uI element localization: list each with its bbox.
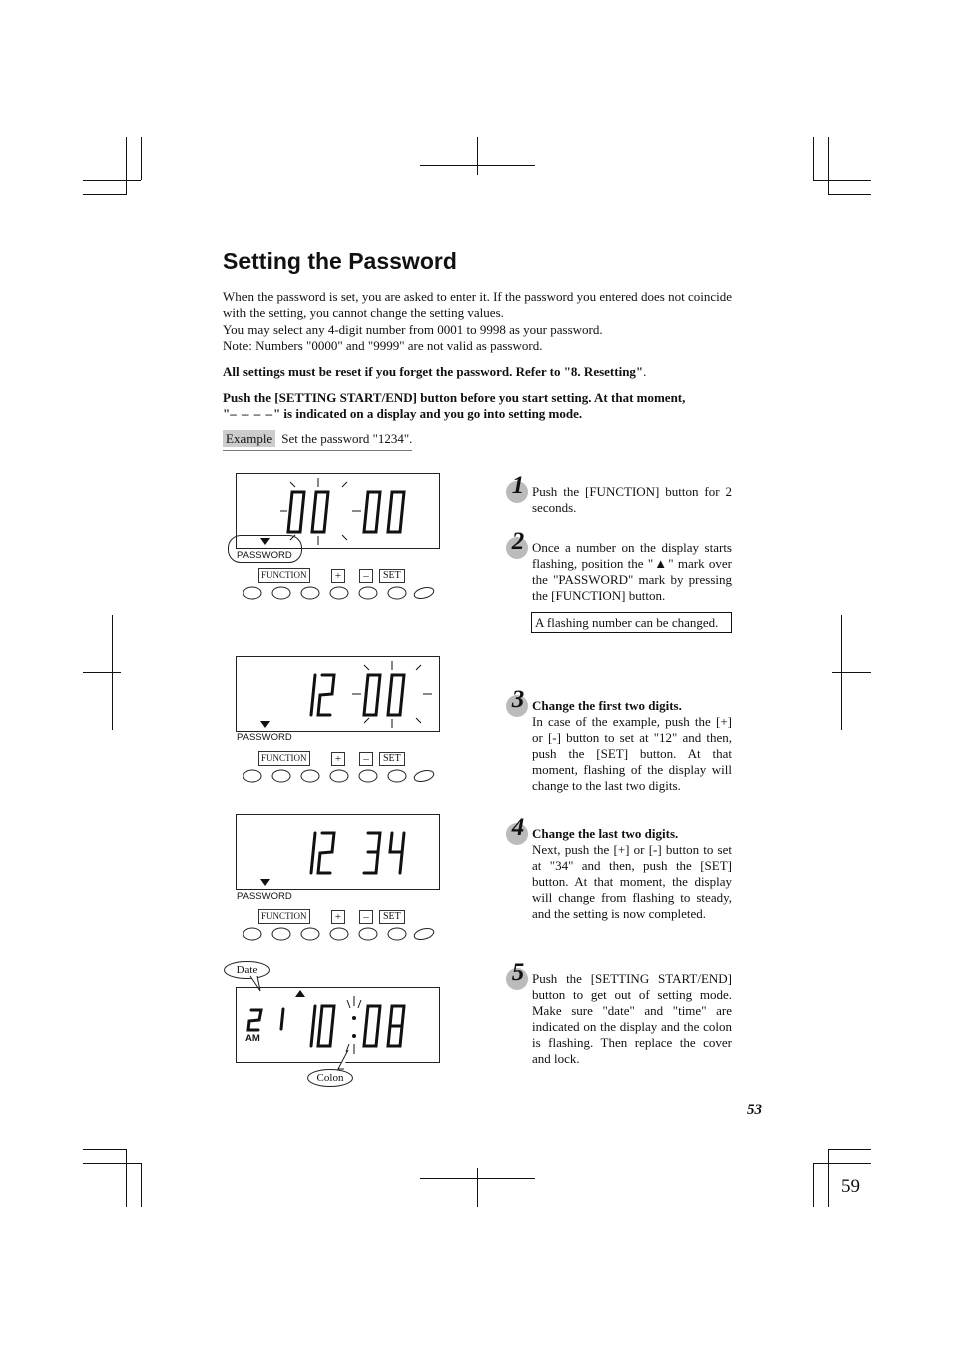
example-tag: Example	[223, 430, 275, 447]
step-3	[506, 686, 732, 794]
page-title: Setting the Password	[223, 248, 457, 274]
sheet-number: 59	[841, 1176, 860, 1197]
password-label: PASSWORD	[237, 891, 292, 902]
password-label: PASSWORD	[237, 732, 292, 743]
reset-warning-text: All settings must be reset if you forget the password. Refer to "8. Resetting"	[223, 364, 644, 379]
date-callout: Date	[224, 961, 270, 979]
step-number-4: 4	[506, 820, 530, 836]
minus-button[interactable]: –	[359, 569, 373, 583]
down-arrow-indicator-icon	[260, 721, 270, 728]
button-row-ovals	[243, 586, 438, 602]
button-row-ovals	[243, 769, 438, 785]
password-label: PASSWORD	[237, 550, 292, 561]
plus-button[interactable]: +	[331, 569, 345, 583]
minus-button[interactable]: –	[359, 752, 373, 766]
push-instruction-line1: Push the [SETTING START/END] button before you start setting. At that moment,	[223, 390, 686, 405]
step-5-text: Push the [SETTING START/END] button to get out of setting mode. Make sure "date" and "time" are indicated on the display and the colon is flashing. Then replace the cover and lock.	[532, 971, 732, 1066]
step-5	[506, 959, 732, 1067]
am-indicator: AM	[245, 1033, 260, 1044]
set-button[interactable]: SET	[379, 910, 405, 924]
push-instruction-line2-text: " is indicated on a display and you go into setting mode.	[272, 406, 583, 422]
down-arrow-indicator-icon	[260, 879, 270, 886]
plus-button[interactable]: +	[331, 752, 345, 766]
flashing-note-box: A flashing number can be changed.	[531, 612, 732, 633]
plus-button[interactable]: +	[331, 910, 345, 924]
function-button[interactable]: FUNCTION	[258, 568, 310, 583]
intro-line-3: Note: Numbers "0000" and "9999" are not valid as password.	[223, 337, 543, 353]
push-instruction-line2	[223, 406, 732, 422]
example-text: Set the password "1234".	[281, 431, 413, 446]
step-4-text: Next, push the [+] or [-] button to set at "34" and then, push the [SET] button. At that moment, the display will change from flashing to steady, and the setting is now completed.	[532, 842, 732, 921]
set-button[interactable]: SET	[379, 569, 405, 583]
down-arrow-indicator-icon	[260, 538, 270, 545]
step-number-5: 5	[506, 965, 530, 981]
step-4	[506, 814, 732, 922]
reset-warning-end: .	[643, 364, 647, 379]
set-button[interactable]: SET	[379, 752, 405, 766]
push-instruction	[223, 390, 732, 423]
function-button[interactable]: FUNCTION	[258, 751, 310, 766]
step-2	[506, 528, 732, 604]
function-button[interactable]: FUNCTION	[258, 909, 310, 924]
colon-callout: Colon	[307, 1069, 353, 1087]
step-number-2: 2	[506, 534, 530, 550]
intro-line-2: You may select any 4-digit number from 0001 to 9998 as your password.	[223, 321, 603, 337]
intro-line-1: When the password is set, you are asked to enter it. If the password you entered does not coincide with the setting, you cannot change the setting values.	[223, 289, 732, 321]
example-line	[223, 431, 412, 447]
step-4-title: Change the last two digits.	[532, 826, 679, 841]
step-2-text: Once a number on the display starts flashing, position the "▲" mark over the "PASSWORD" mark by pressing the [FUNCTION] button.	[532, 540, 732, 603]
dash-display: – – – –	[230, 406, 273, 422]
step-1-text: Push the [FUNCTION] button for 2 seconds.	[532, 484, 732, 515]
step-number-3: 3	[506, 692, 530, 708]
step-number-1: 1	[506, 478, 530, 494]
step-1	[506, 472, 732, 516]
page-number: 53	[747, 1102, 762, 1118]
intro-paragraph	[223, 289, 732, 354]
minus-button[interactable]: –	[359, 910, 373, 924]
quote-open: "	[223, 406, 231, 422]
button-row-ovals	[243, 927, 438, 943]
reset-warning	[223, 364, 732, 380]
step-3-title: Change the first two digits.	[532, 698, 682, 713]
step-3-text: In case of the example, push the [+] or [-] button to set at "12" and then, push the [SET] button. At that moment, flashing of the display will change to the last two digits.	[532, 714, 732, 793]
